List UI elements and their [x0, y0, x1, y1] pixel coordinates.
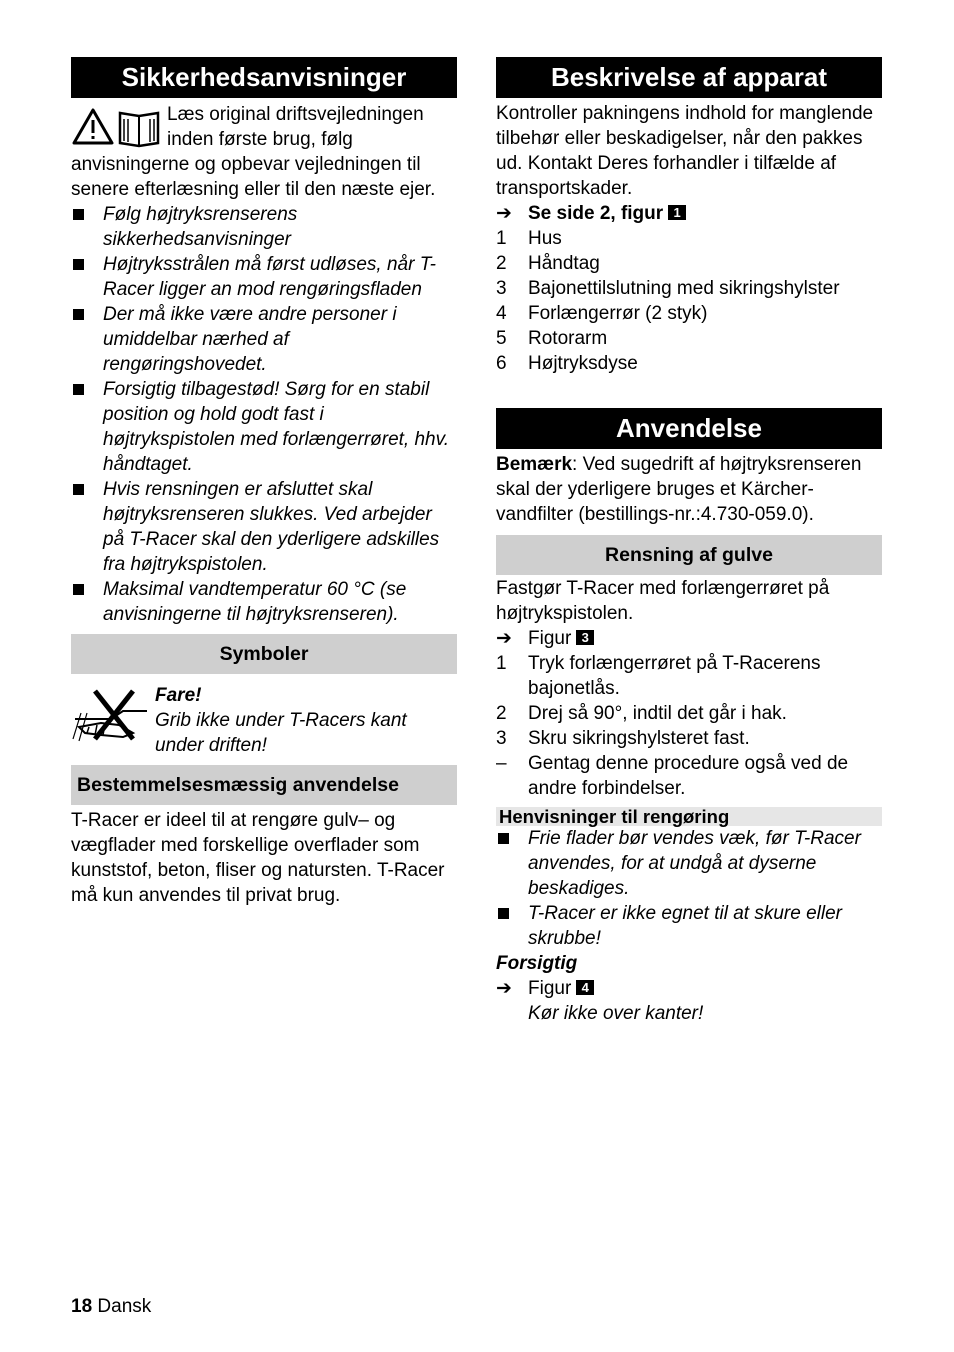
list-item: 3 Skru sikringshylsteret fast.	[496, 728, 750, 749]
floor-text: Fastgør T-Racer med forlængerrøret på højtrykspistolen.	[496, 578, 830, 624]
bullet-square-icon	[73, 584, 84, 595]
hand-danger-icon	[71, 683, 155, 743]
figure-3-reference: ➔ Figur 3	[496, 626, 882, 651]
symbols-heading: Symboler	[71, 634, 457, 674]
see-page-reference: ➔ Se side 2, figur 1	[496, 201, 882, 226]
danger-text: Grib ikke under T-Racers kant under driften!	[155, 710, 407, 756]
cleaning-tips-heading: Henvisninger til rengøring	[496, 807, 882, 826]
safety-heading: Sikkerhedsanvisninger	[71, 57, 457, 98]
arrow-right-icon: ➔	[496, 628, 512, 649]
bullet-square-icon	[73, 484, 84, 495]
arrow-right-icon: ➔	[496, 203, 512, 224]
caution-label: Forsigtig	[496, 953, 578, 974]
list-item: Maksimal vandtemperatur 60 °C (se anvisningerne til højtryksrenseren).	[71, 577, 457, 627]
list-item: – Gentag denne procedure også ved de andre forbindelser.	[496, 753, 849, 799]
danger-symbol-row	[71, 683, 457, 758]
list-item: 6 Højtryksdyse	[496, 353, 638, 374]
bullet-square-icon	[73, 384, 84, 395]
figure-4-reference: ➔ Figur 4	[496, 976, 882, 1001]
page-number: 18	[71, 1296, 93, 1317]
intro-text: Læs original driftsvejledningen inden første brug, følg anvisningerne og opbevar vejledningen til senere efterlæsning eller til den næste ejer.	[71, 104, 436, 200]
footer-language: Dansk	[97, 1296, 152, 1317]
list-item: 2 Drej så 90°, indtil det går i hak.	[496, 703, 787, 724]
list-item: 1 Hus	[496, 228, 562, 249]
usage-heading: Anvendelse	[496, 408, 882, 449]
list-item: 4 Forlængerrør (2 styk)	[496, 303, 708, 324]
right-column	[496, 57, 882, 1026]
figure-number-badge: 3	[576, 630, 594, 645]
steps-list	[496, 651, 882, 801]
list-item: 1 Tryk forlængerrøret på T-Racerens bajonetlås.	[496, 653, 821, 699]
list-item: Højtryksstrålen må først udløses, når T-Racer ligger an mod rengøringsfladen	[71, 252, 457, 302]
page-footer	[71, 1294, 151, 1319]
safety-bullets	[71, 202, 457, 627]
left-column	[71, 57, 457, 908]
intended-use-heading: Bestemmelsesmæssig anvendelse	[71, 765, 457, 805]
note-paragraph: Bemærk: Ved sugedrift af højtryksrenseren skal der yderligere bruges et Kärcher-vandfilter (bestillings-nr.:4.730-059.0).	[496, 454, 862, 525]
list-item: Frie flader bør vendes væk, før T-Racer anvendes, for at undgå at dyserne beskadiges.	[496, 826, 882, 901]
list-item: 2 Håndtag	[496, 253, 600, 274]
bullet-square-icon	[73, 259, 84, 270]
list-item: Hvis rensningen er afsluttet skal højtryksrenseren slukkes. Ved arbejder på T-Racer skal den yderligere adskilles fra højtrykspistolen.	[71, 477, 457, 577]
floor-cleaning-heading: Rensning af gulve	[496, 535, 882, 575]
cleaning-bullets	[496, 826, 882, 951]
figure-number-badge: 1	[668, 205, 686, 220]
arrow-right-icon: ➔	[496, 978, 512, 999]
parts-list	[496, 226, 882, 376]
danger-label: Fare!	[155, 685, 202, 706]
list-item: Forsigtig tilbagestød! Sørg for en stabil position og hold godt fast i højtrykspistolen med forlængerrøret, hhv. håndtaget.	[71, 377, 457, 477]
no-edges-text: Kør ikke over kanter!	[528, 1003, 704, 1024]
figure-number-badge: 4	[576, 980, 594, 995]
bullet-square-icon	[498, 833, 509, 844]
description-text: Kontroller pakningens indhold for manglende tilbehør eller beskadigelser, når den pakkes ud. Kontakt Deres forhandler i tilfælde af transportskader.	[496, 103, 874, 199]
bullet-square-icon	[498, 908, 509, 919]
warning-manual-icon	[71, 105, 163, 149]
bullet-square-icon	[73, 309, 84, 320]
safety-intro	[71, 102, 457, 202]
intended-use-text: T-Racer er ideel til at rengøre gulv– og vægflader med forskellige overflader som kunststof, beton, fliser og natursten. T-Racer må kun anvendes til privat brug.	[71, 810, 445, 906]
list-item: Der må ikke være andre personer i umiddelbar nærhed af rengøringshovedet.	[71, 302, 457, 377]
list-item: T-Racer er ikke egnet til at skure eller skrubbe!	[496, 901, 882, 951]
list-item: Følg højtryksrenserens sikkerhedsanvisninger	[71, 202, 457, 252]
bullet-square-icon	[73, 209, 84, 220]
description-heading: Beskrivelse af apparat	[496, 57, 882, 98]
list-item: 3 Bajonettilslutning med sikringshylster	[496, 278, 840, 299]
list-item: 5 Rotorarm	[496, 328, 608, 349]
